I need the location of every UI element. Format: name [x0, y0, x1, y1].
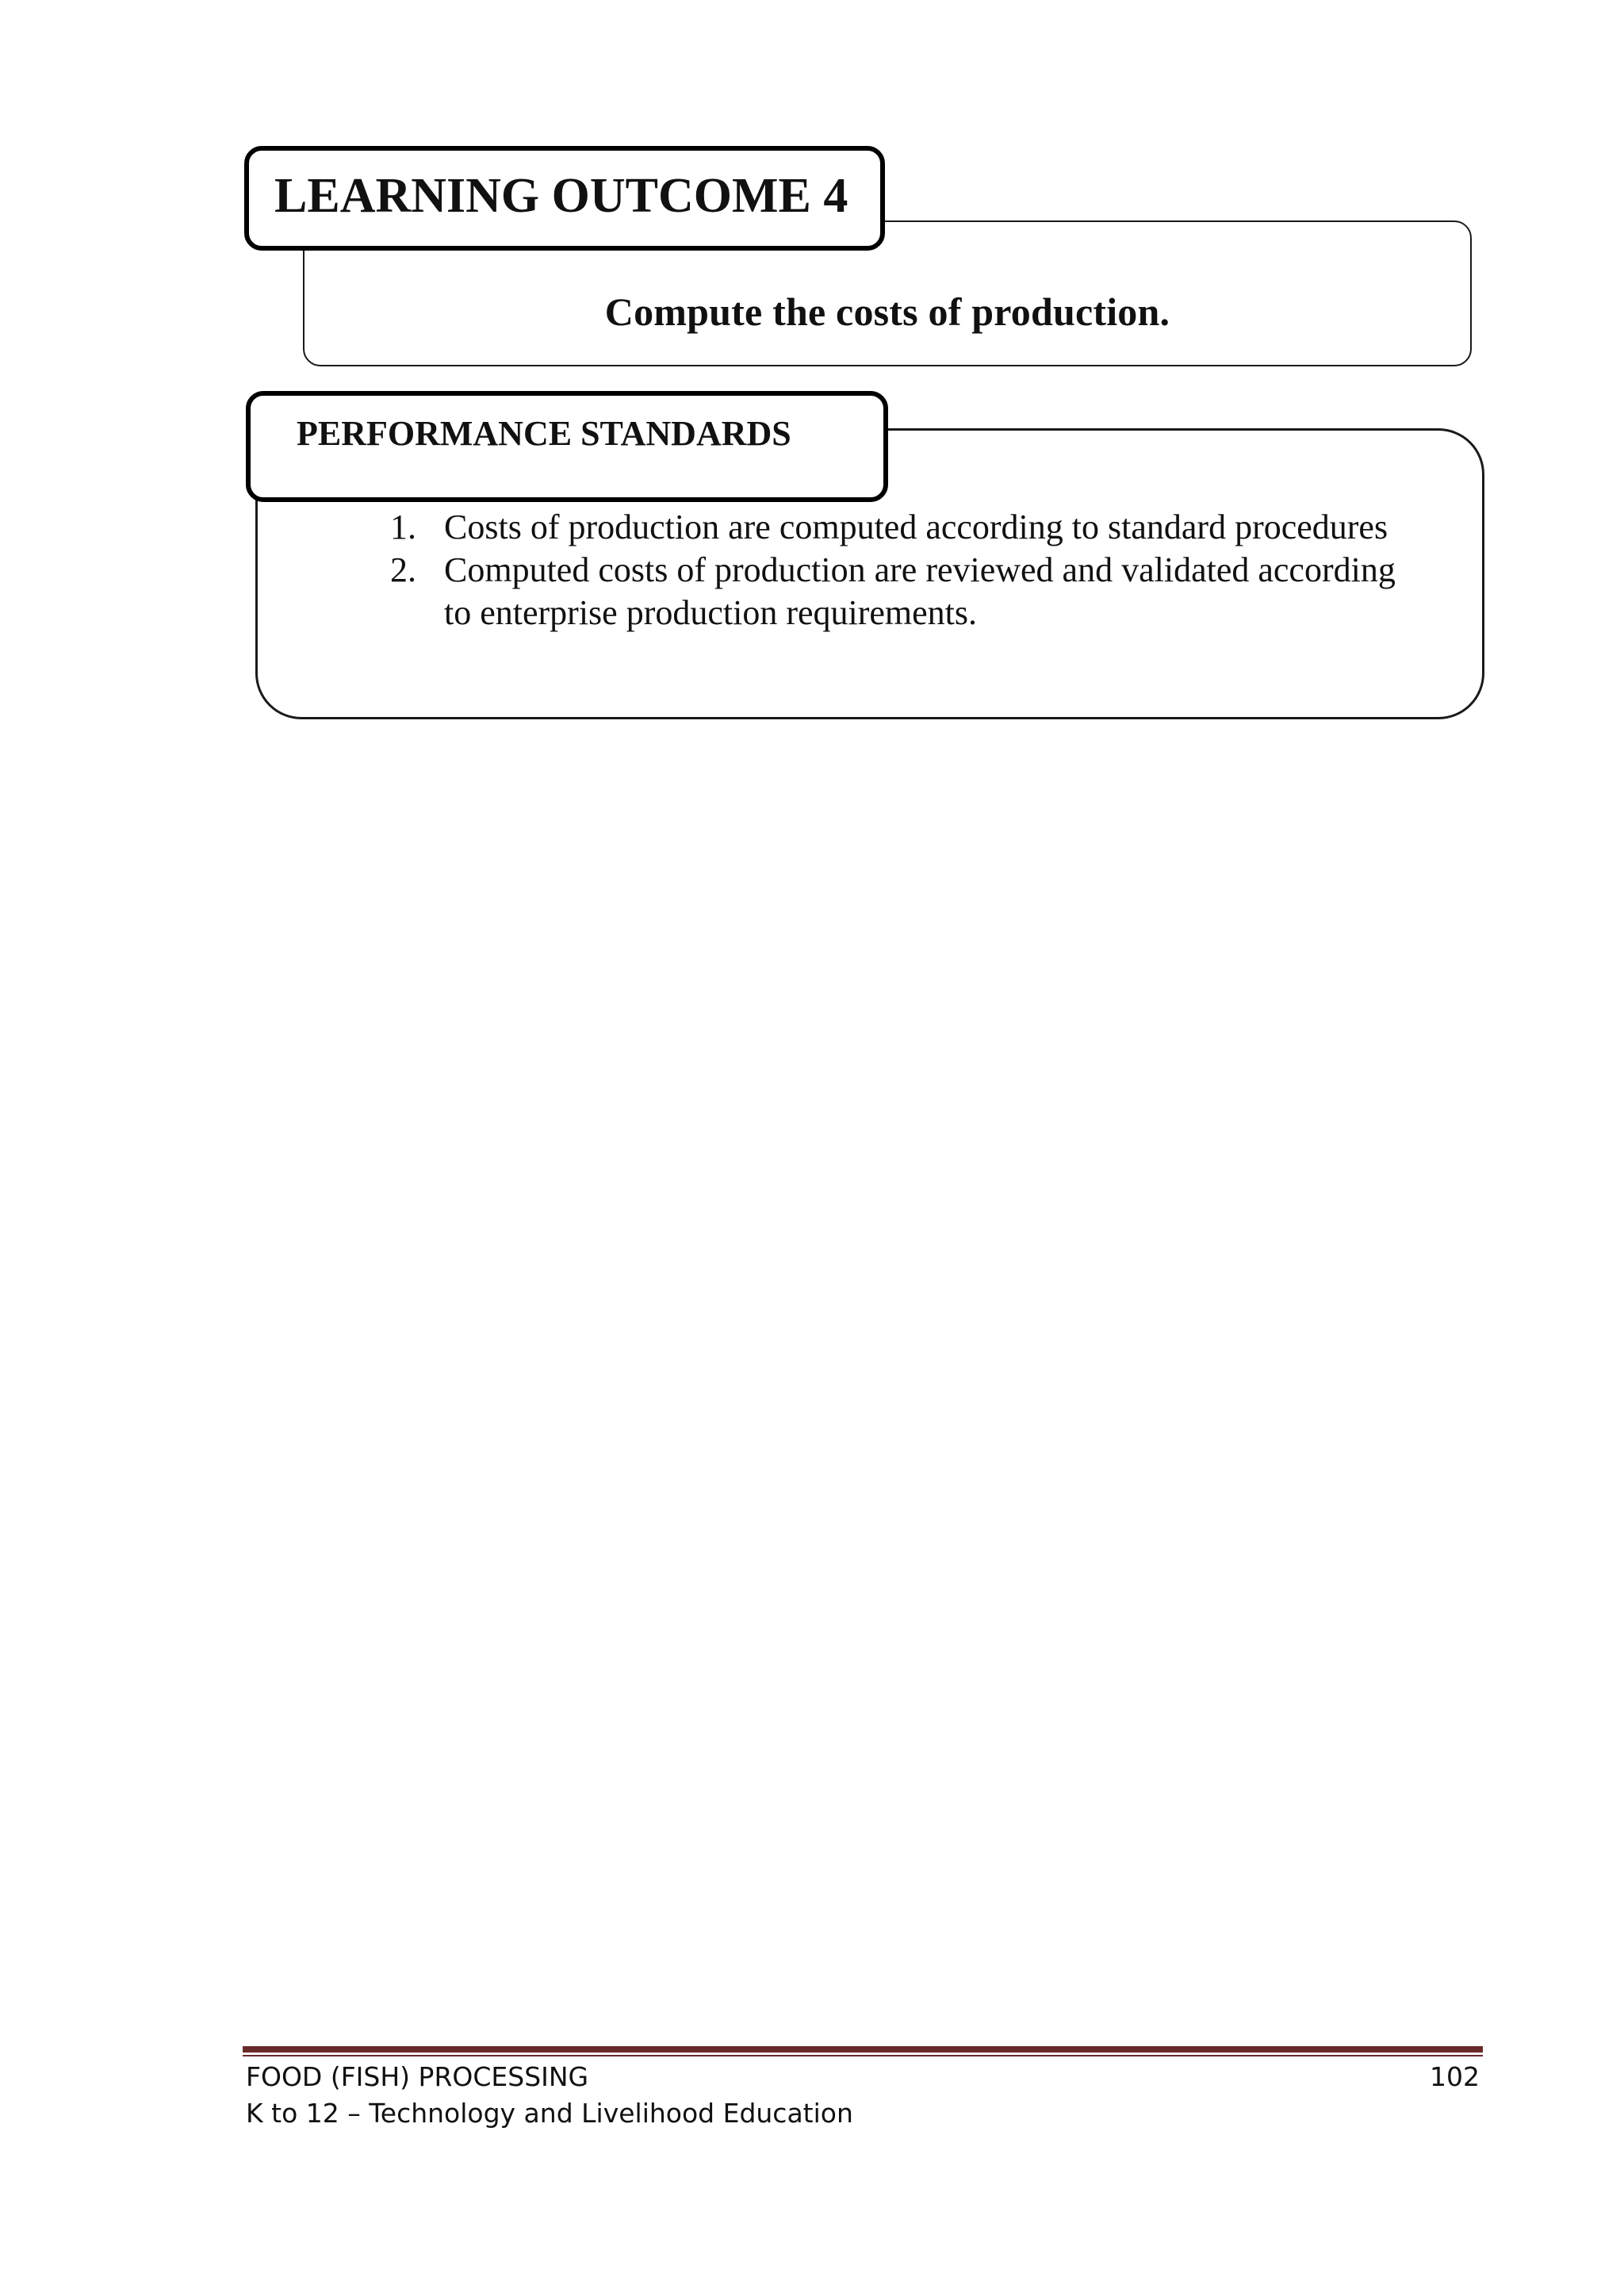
page-footer [246, 2059, 1480, 2132]
list-item [390, 506, 1421, 549]
list-item-number: 2. [390, 550, 416, 589]
performance-standards-tab [246, 391, 888, 502]
footer-course: FOOD (FISH) PROCESSING [246, 2061, 589, 2092]
learning-outcome-title: LEARNING OUTCOME 4 [274, 169, 848, 223]
footer-program: K to 12 – Technology and Livelihood Education [246, 2098, 853, 2129]
page-number: 102 [1430, 2061, 1480, 2092]
learning-outcome-tab [244, 146, 885, 251]
footer-divider [243, 2046, 1483, 2053]
learning-outcome-subtitle: Compute the costs of production. [604, 289, 1170, 334]
list-item-text: Costs of production are computed according to standard procedures [444, 508, 1388, 546]
performance-standards-list [390, 506, 1421, 634]
list-item [390, 549, 1421, 634]
list-item-number: 1. [390, 508, 416, 546]
footer-divider-thin [243, 2055, 1483, 2056]
performance-standards-title: PERFORMANCE STANDARDS [297, 414, 791, 453]
list-item-text: Computed costs of production are reviewed and validated according to enterprise production requirements. [444, 550, 1396, 632]
